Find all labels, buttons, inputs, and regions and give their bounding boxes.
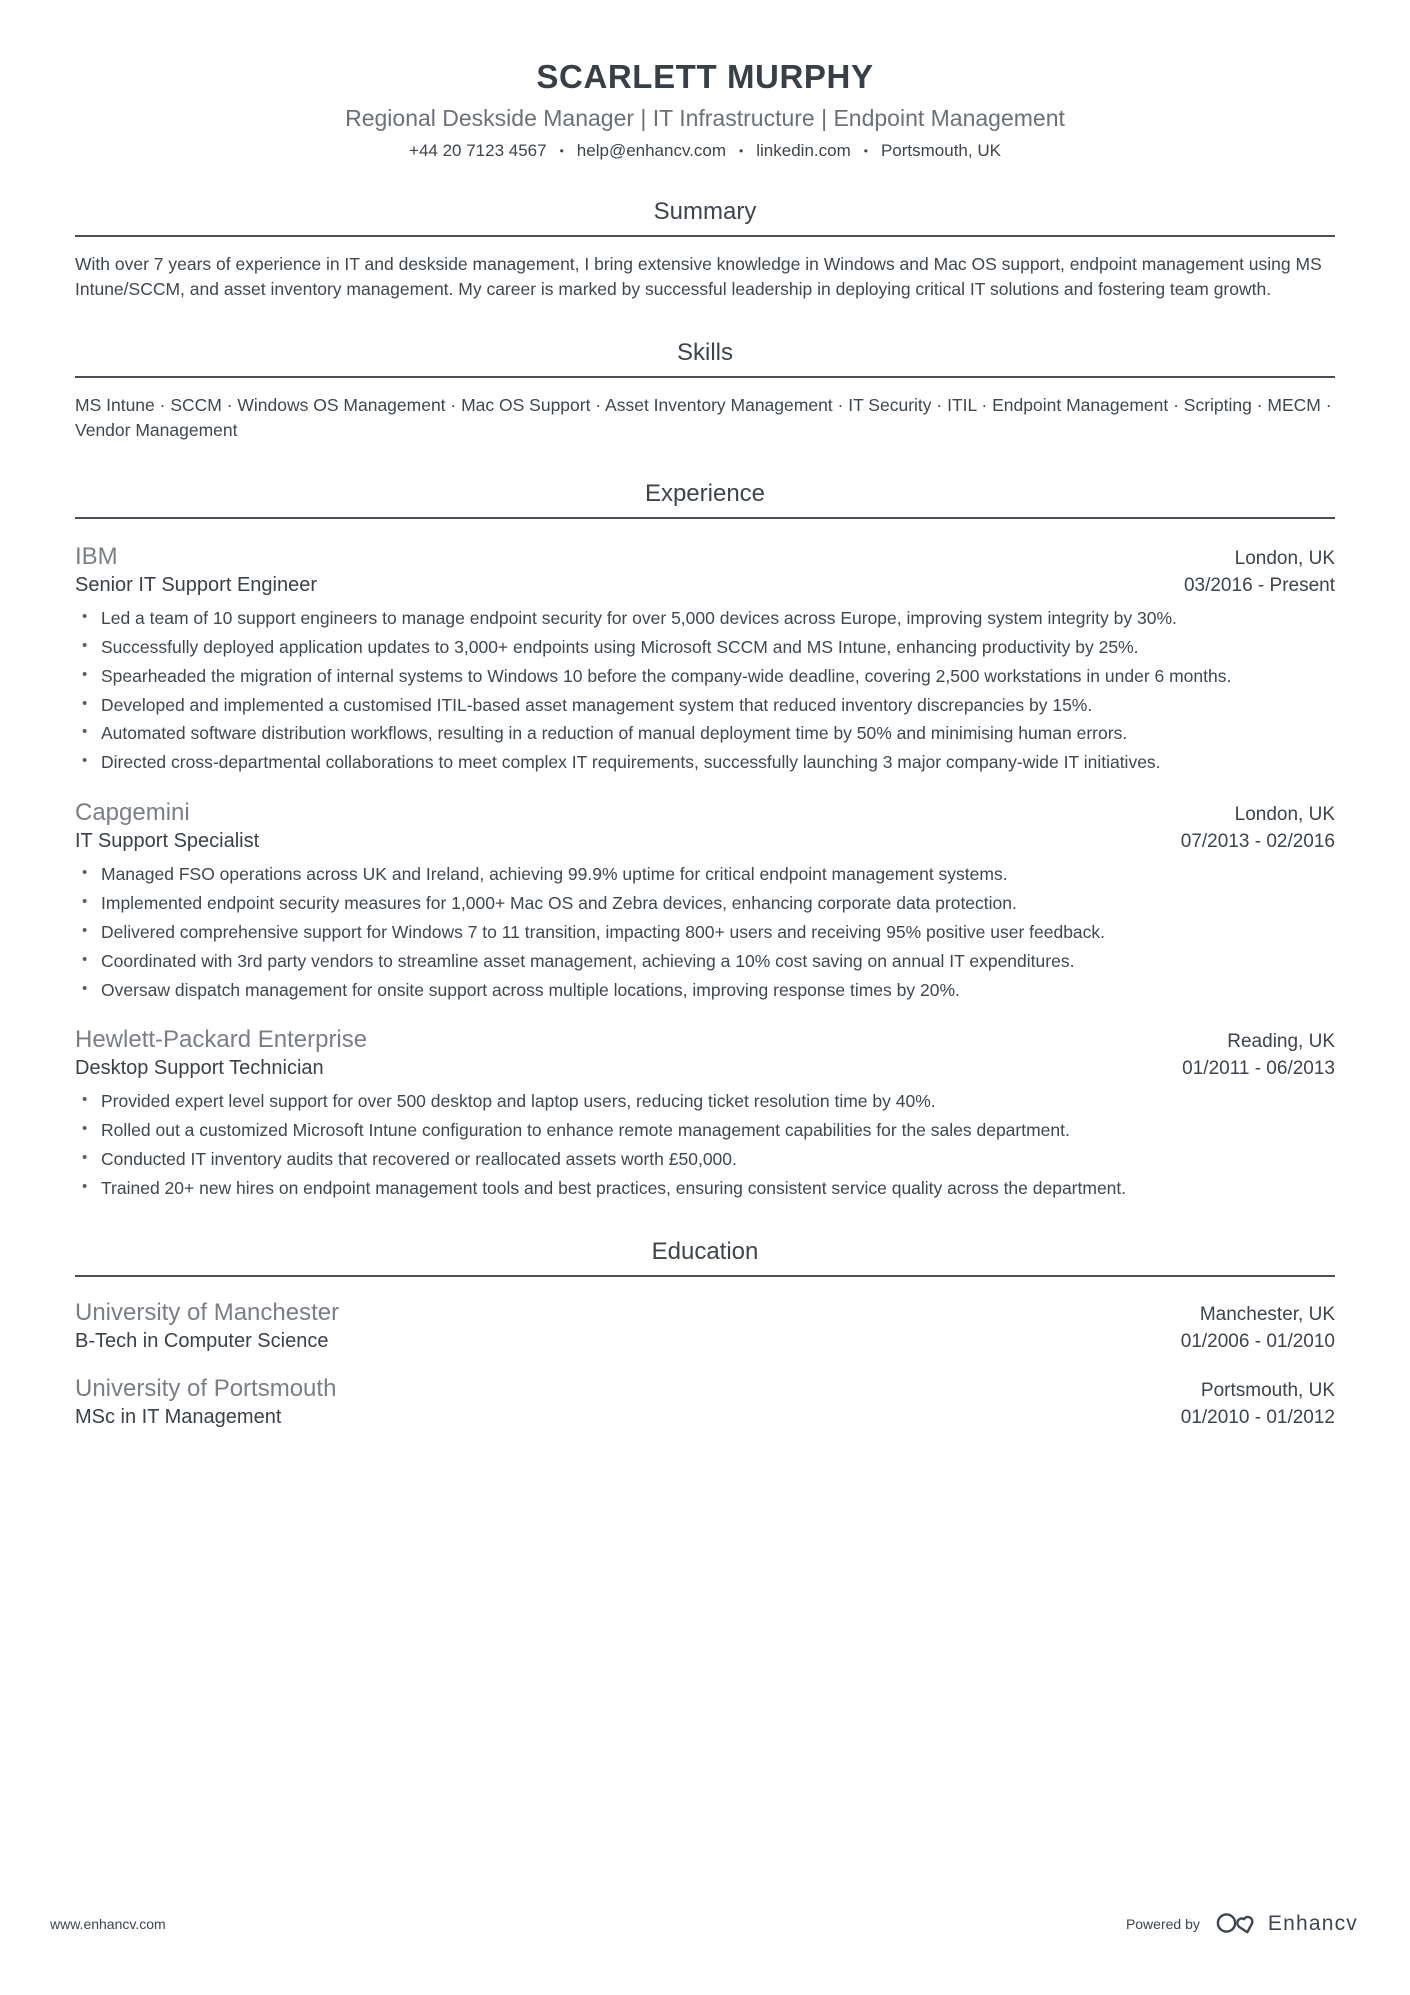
- school-name: University of Portsmouth: [75, 1374, 337, 1402]
- bullet-item: • Managed FSO operations across UK and Ireland, achieving 99.9% uptime for critical endpoint management systems.: [75, 862, 1335, 887]
- email-link[interactable]: help@enhancv.com: [576, 141, 727, 160]
- candidate-name: SCARLETT MURPHY: [536, 58, 874, 95]
- bullet-item: • Rolled out a customized Microsoft Intune configuration to enhance remote management capabilities for the sales department.: [75, 1118, 1335, 1143]
- bullet-item: • Coordinated with 3rd party vendors to streamline asset management, achieving a 10% cost saving on annual IT expenditures.: [75, 949, 1335, 974]
- summary-text: With over 7 years of experience in IT and deskside management, I bring extensive knowledge in Windows and Mac OS support, endpoint management using MS Intune/SCCM, and asset inventory management. My career is marked by successful leadership in deploying critical IT solutions and fostering team growth.: [75, 254, 1322, 300]
- resume-header: [75, 58, 1335, 161]
- education-section: [75, 1238, 1335, 1429]
- bullet-item: • Developed and implemented a customised ITIL-based asset management system that reduced inventory discrepancies by 15%.: [75, 693, 1335, 718]
- school-name: University of Manchester: [75, 1298, 340, 1326]
- experience-entry-capgemini: [75, 799, 1335, 1002]
- school-location: Portsmouth, UK: [1200, 1379, 1335, 1401]
- bullet-item: • Conducted IT inventory audits that recovered or reallocated assets worth £50,000.: [75, 1147, 1335, 1172]
- dot-separator-icon: •: [739, 144, 744, 158]
- enhancv-logo-icon: [1215, 1910, 1259, 1937]
- section-divider: [75, 1275, 1335, 1277]
- education-section-title: Education: [651, 1237, 759, 1265]
- job-bullet-list: [75, 606, 1335, 775]
- phone-number: +44 20 7123 4567: [409, 141, 547, 160]
- job-title: Senior IT Support Engineer: [75, 574, 318, 597]
- bullet-item: • Implemented endpoint security measures for 1,000+ Mac OS and Zebra devices, enhancing corporate data protection.: [75, 891, 1335, 916]
- company-name: Capgemini: [75, 799, 190, 827]
- education-dates: 01/2006 - 01/2010: [1180, 1330, 1335, 1352]
- enhancv-website-link[interactable]: www.enhancv.com: [50, 1915, 166, 1932]
- contact-line: [75, 141, 1335, 161]
- dot-separator-icon: •: [863, 144, 868, 158]
- experience-section: [75, 480, 1335, 1201]
- bullet-item: • Delivered comprehensive support for Windows 7 to 11 transition, impacting 800+ users and receiving 95% positive user feedback.: [75, 920, 1335, 945]
- bullet-item: • Automated software distribution workflows, resulting in a reduction of manual deployment time by 50% and minimising human errors.: [75, 721, 1335, 746]
- bullet-item: • Spearheaded the migration of internal systems to Windows 10 before the company-wide deadline, covering 2,500 workstations in under 6 months.: [75, 664, 1335, 689]
- job-title: Desktop Support Technician: [75, 1057, 324, 1080]
- bullet-item: • Trained 20+ new hires on endpoint management tools and best practices, ensuring consistent service quality across the department.: [75, 1176, 1335, 1201]
- section-divider: [75, 376, 1335, 378]
- enhancv-brand: [1215, 1910, 1358, 1937]
- degree-name: MSc in IT Management: [75, 1405, 282, 1428]
- job-location: Reading, UK: [1227, 1031, 1335, 1053]
- skills-section: [75, 339, 1335, 443]
- section-divider: [75, 235, 1335, 237]
- summary-section: [75, 198, 1335, 302]
- company-name: IBM: [75, 543, 118, 571]
- bullet-item: • Oversaw dispatch management for onsite support across multiple locations, improving response times by 20%.: [75, 978, 1335, 1003]
- bullet-item: • Provided expert level support for over 500 desktop and laptop users, reducing ticket resolution time by 40%.: [75, 1089, 1335, 1114]
- summary-section-title: Summary: [653, 198, 757, 225]
- job-title: IT Support Specialist: [75, 830, 260, 853]
- dot-separator-icon: •: [559, 144, 564, 158]
- candidate-headline: Regional Deskside Manager | IT Infrastructure | Endpoint Management: [345, 105, 1065, 131]
- bullet-item: • Directed cross-departmental collaborations to meet complex IT requirements, successfully launching 3 major company-wide IT initiatives.: [75, 750, 1335, 775]
- degree-name: B-Tech in Computer Science: [75, 1329, 329, 1352]
- education-entry-manchester: [75, 1299, 1335, 1353]
- job-bullet-list: [75, 862, 1335, 1002]
- bullet-item: • Led a team of 10 support engineers to manage endpoint security for over 5,000 devices across Europe, improving system integrity by 30%.: [75, 606, 1335, 631]
- location-text: Portsmouth, UK: [880, 141, 1001, 160]
- powered-by-label: Powered by: [1125, 1915, 1200, 1932]
- bullet-item: • Successfully deployed application updates to 3,000+ endpoints using Microsoft SCCM and MS Intune, enhancing productivity by 25%.: [75, 635, 1335, 660]
- job-dates: 01/2011 - 06/2013: [1182, 1058, 1335, 1080]
- page-footer: [50, 1910, 1358, 1937]
- job-dates: 03/2016 - Present: [1183, 575, 1335, 597]
- experience-entry-ibm: [75, 543, 1335, 775]
- enhancv-wordmark: Enhancv: [1267, 1911, 1358, 1935]
- linkedin-link[interactable]: linkedin.com: [756, 141, 851, 160]
- section-divider: [75, 517, 1335, 519]
- job-dates: 07/2013 - 02/2016: [1180, 831, 1335, 853]
- company-name: Hewlett-Packard Enterprise: [75, 1026, 368, 1054]
- job-location: London, UK: [1234, 804, 1335, 826]
- education-dates: 01/2010 - 01/2012: [1180, 1406, 1335, 1428]
- job-location: London, UK: [1234, 548, 1335, 570]
- job-bullet-list: [75, 1089, 1335, 1200]
- skills-section-title: Skills: [676, 339, 733, 367]
- skills-list-text: MS Intune · SCCM · Windows OS Management · Mac OS Support · Asset Inventory Management · IT Security · ITIL · Endpoint Management · Scripting · MECM · Vendor Management: [75, 395, 1332, 441]
- experience-section-title: Experience: [644, 480, 766, 508]
- experience-entry-hpe: [75, 1026, 1335, 1200]
- education-entry-portsmouth: [75, 1375, 1335, 1429]
- powered-by-block: [1126, 1910, 1358, 1937]
- school-location: Manchester, UK: [1199, 1303, 1335, 1325]
